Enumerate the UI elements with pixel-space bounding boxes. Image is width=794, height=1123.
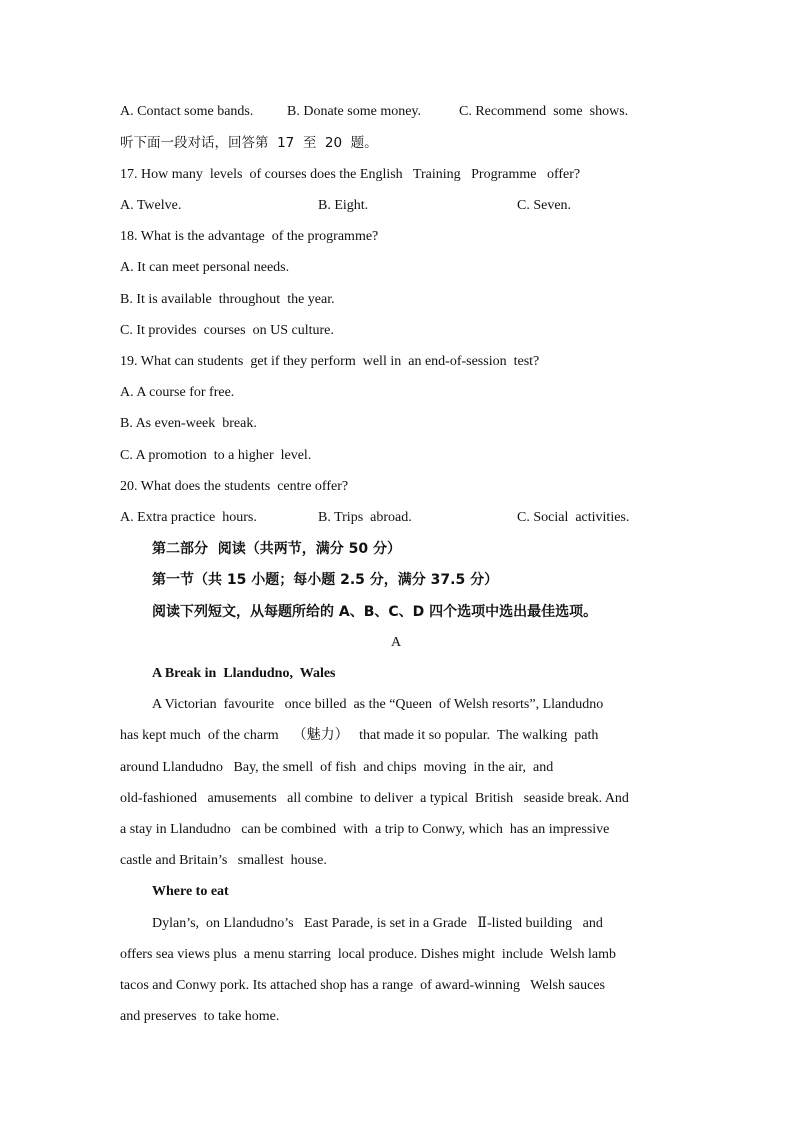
- q20-option-a: A. Extra practice hours.: [120, 510, 257, 525]
- q20-option-b: B. Trips abroad.: [318, 510, 412, 525]
- q18-question: 18. What is the advantage of the programme?: [120, 229, 379, 244]
- q18-option-b: B. It is available throughout the year.: [120, 292, 335, 307]
- q18-option-a: A. It can meet personal needs.: [120, 260, 290, 275]
- listening-instruction: 听下面一段对话，回答第 17 至 20 题。: [120, 135, 378, 151]
- q17-question: 17. How many levels of courses does the English Training Programme offer?: [120, 167, 581, 182]
- q17-option-c: C. Seven.: [517, 198, 572, 213]
- q19-question: 19. What can students get if they perform well in an end-of-session test?: [120, 354, 540, 369]
- paragraph1-line: castle and Britain’s smallest house.: [120, 853, 327, 868]
- paragraph2-line: and preserves to take home.: [120, 1009, 280, 1024]
- q20-option-c: C. Social activities.: [517, 510, 630, 525]
- paragraph1-line: old-fashioned amusements all combine to deliver a typical British seaside break. And: [120, 791, 629, 806]
- q16-option-b: B. Donate some money.: [287, 104, 422, 119]
- reading-section-heading: 第一节（共 15 小题；每小题 2.5 分，满分 37.5 分）: [152, 572, 499, 588]
- q17-option-b: B. Eight.: [318, 198, 369, 213]
- paragraph2-line: offers sea views plus a menu starring local produce. Dishes might include Welsh lamb: [120, 947, 617, 962]
- q19-option-c: C. A promotion to a higher level.: [120, 448, 312, 463]
- paragraph2-line: Dylan’s, on Llandudno’s East Parade, is set in a Grade Ⅱ-listed building and: [152, 916, 603, 931]
- reading-part-heading: 第二部分 阅读（共两节，满分 50 分）: [152, 541, 401, 557]
- q19-option-a: A. A course for free.: [120, 385, 235, 400]
- paragraph1-line: a stay in Llandudno can be combined with a trip to Conwy, which has an impressive: [120, 822, 610, 837]
- paragraph2-line: tacos and Conwy pork. Its attached shop has a range of award-winning Welsh sauces: [120, 978, 605, 993]
- passage-title: A Break in Llandudno, Wales: [152, 666, 336, 681]
- q18-option-c: C. It provides courses on US culture.: [120, 323, 334, 338]
- q16-option-c: C. Recommend some shows.: [459, 104, 629, 119]
- q16-option-a: A. Contact some bands.: [120, 104, 254, 119]
- q19-option-b: B. As even-week break.: [120, 416, 257, 431]
- paragraph1-line: A Victorian favourite once billed as the “Queen of Welsh resorts”, Llandudno: [152, 697, 604, 712]
- subheading-where-to-eat: Where to eat: [152, 884, 229, 899]
- reading-instruction: 阅读下列短文，从每题所给的 A、B、C、D 四个选项中选出最佳选项。: [152, 604, 598, 620]
- paragraph1-line: around Llandudno Bay, the smell of fish and chips moving in the air, and: [120, 760, 554, 775]
- paragraph1-line: has kept much of the charm （魅力） that made it so popular. The walking path: [120, 728, 599, 743]
- q17-option-a: A. Twelve.: [120, 198, 182, 213]
- passage-letter: A: [391, 635, 402, 650]
- q20-question: 20. What does the students centre offer?: [120, 479, 349, 494]
